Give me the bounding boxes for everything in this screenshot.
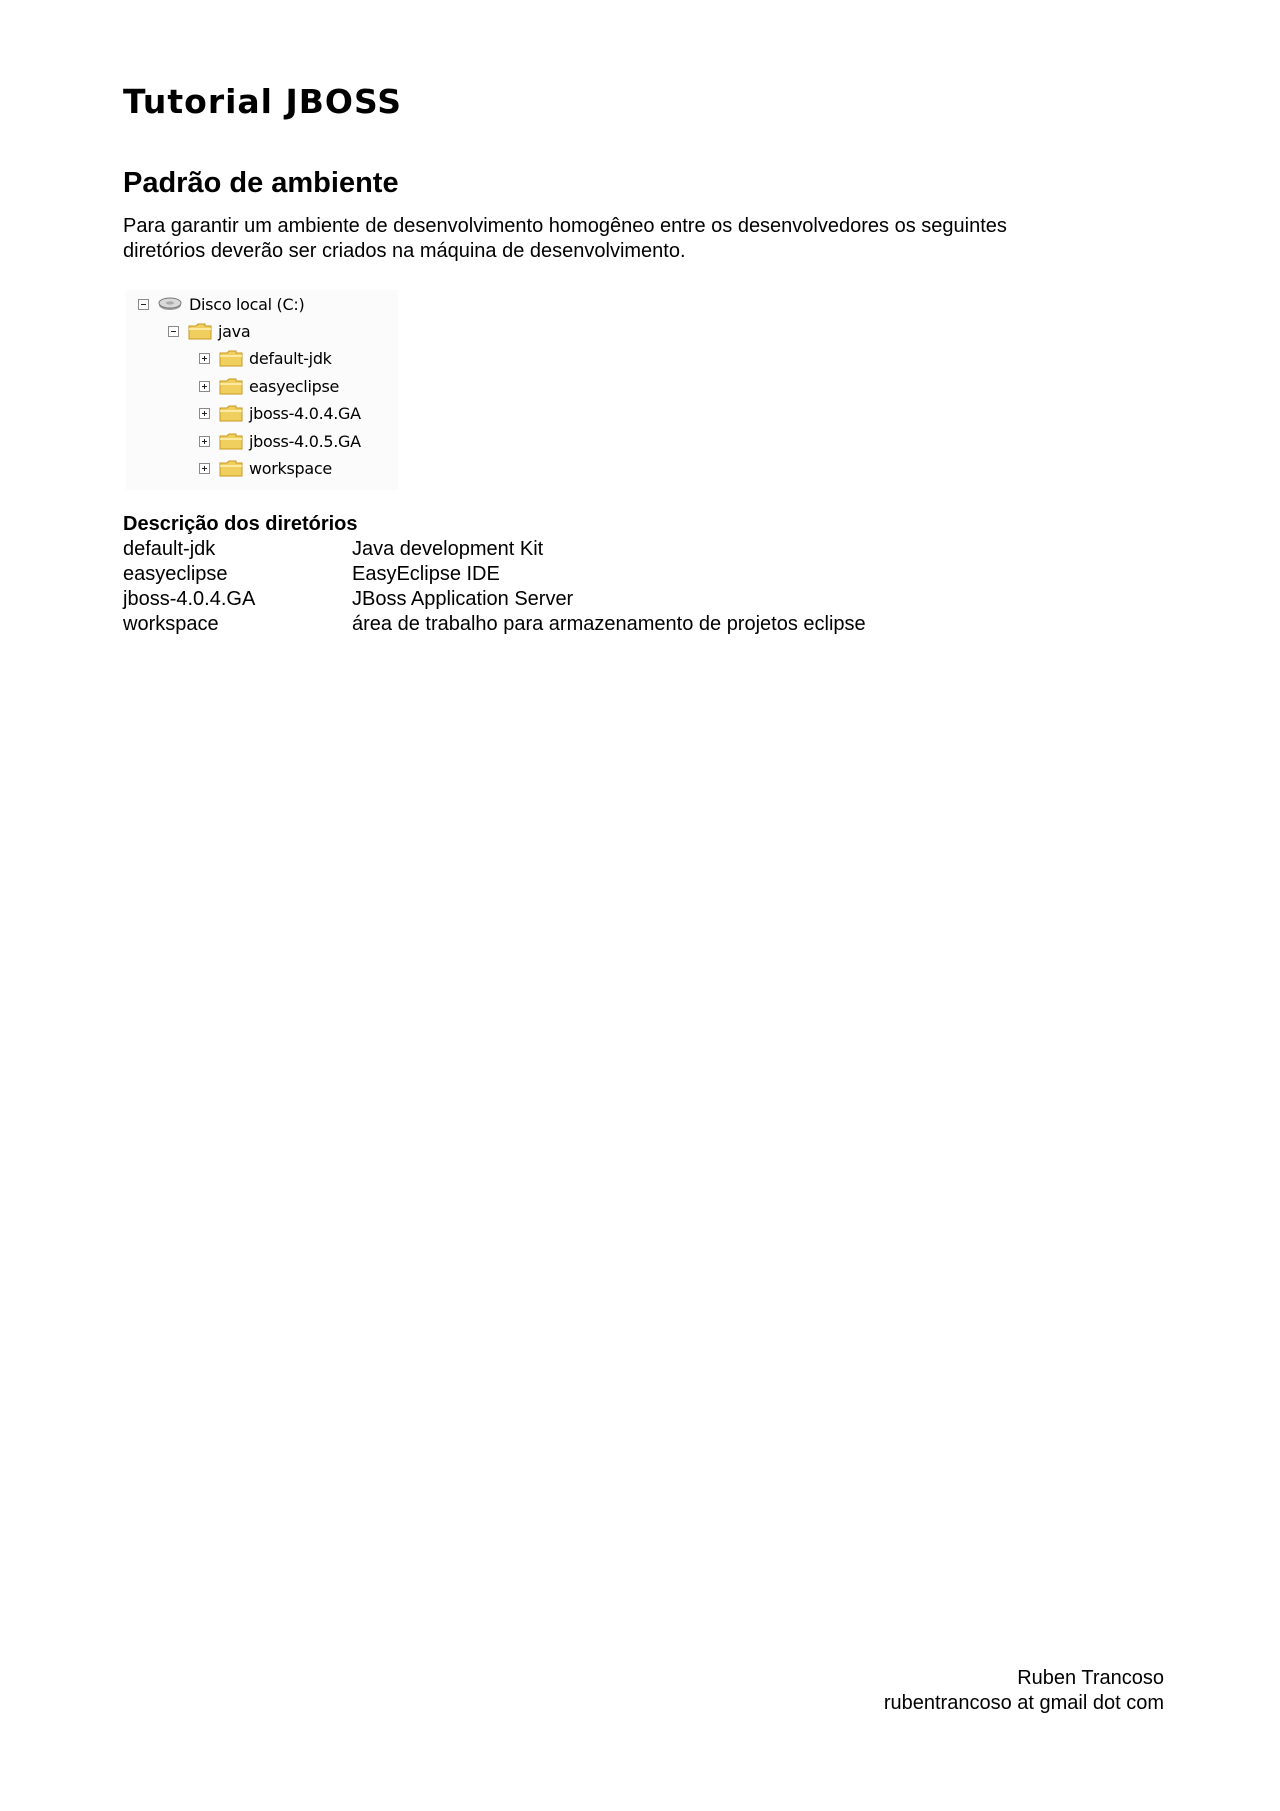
folder-tree-screenshot [126, 290, 398, 490]
expand-icon[interactable] [199, 463, 210, 474]
collapse-icon[interactable] [138, 299, 149, 310]
expand-icon[interactable] [199, 381, 210, 392]
directory-description-list [123, 537, 866, 637]
tree-item-default-jdk[interactable] [199, 346, 332, 370]
tree-item-label: workspace [249, 458, 332, 478]
tree-item-easyeclipse[interactable] [199, 374, 339, 398]
section-title: Padrão de ambiente [123, 167, 399, 199]
folder-icon [218, 348, 244, 368]
directory-description: área de trabalho para armazenamento de projetos eclipse [352, 613, 866, 635]
author-email: rubentrancoso at gmail dot com [883, 1692, 1164, 1714]
expand-icon[interactable] [199, 353, 210, 364]
collapse-icon[interactable] [168, 326, 179, 337]
list-item [123, 562, 866, 587]
list-item [123, 587, 866, 612]
directory-name: workspace [123, 613, 219, 635]
page-title: Tutorial JBOSS [123, 82, 403, 121]
intro-line: Para garantir um ambiente de desenvolvimento homogêneo entre os desenvolvedores os seguintes [123, 215, 1007, 237]
tree-item-workspace[interactable] [199, 456, 332, 480]
directory-name: easyeclipse [123, 563, 228, 585]
directory-name: default-jdk [123, 538, 216, 560]
folder-icon [218, 431, 244, 451]
tree-item-java[interactable] [168, 319, 250, 343]
page-footer [884, 1666, 1164, 1716]
tree-item-label: jboss-4.0.4.GA [249, 403, 361, 423]
list-item [123, 537, 866, 562]
tree-item-drive[interactable] [138, 292, 304, 316]
intro-line: diretórios deverão ser criados na máquina de desenvolvimento. [123, 240, 686, 262]
tree-item-label: easyeclipse [249, 376, 340, 396]
intro-paragraph [123, 214, 1123, 264]
directory-description: EasyEclipse IDE [352, 563, 500, 585]
directory-description-title: Descrição dos diretórios [123, 513, 358, 535]
directory-description: Java development Kit [352, 538, 544, 560]
tree-item-jboss-404[interactable] [199, 401, 361, 425]
directory-name: jboss-4.0.4.GA [123, 588, 256, 610]
folder-icon [218, 458, 244, 478]
tree-item-jboss-405[interactable] [199, 429, 361, 453]
tree-item-label: java [218, 321, 251, 341]
tree-item-label: jboss-4.0.5.GA [249, 431, 361, 451]
expand-icon[interactable] [199, 408, 210, 419]
folder-icon [218, 376, 244, 396]
tree-item-label: Disco local (C:) [189, 294, 305, 314]
list-item [123, 612, 866, 637]
author-name: Ruben Trancoso [1017, 1667, 1164, 1689]
folder-icon [218, 403, 244, 423]
directory-description: JBoss Application Server [352, 588, 574, 610]
folder-icon [187, 321, 213, 341]
drive-icon [157, 296, 183, 312]
expand-icon[interactable] [199, 436, 210, 447]
tree-item-label: default-jdk [249, 348, 332, 368]
